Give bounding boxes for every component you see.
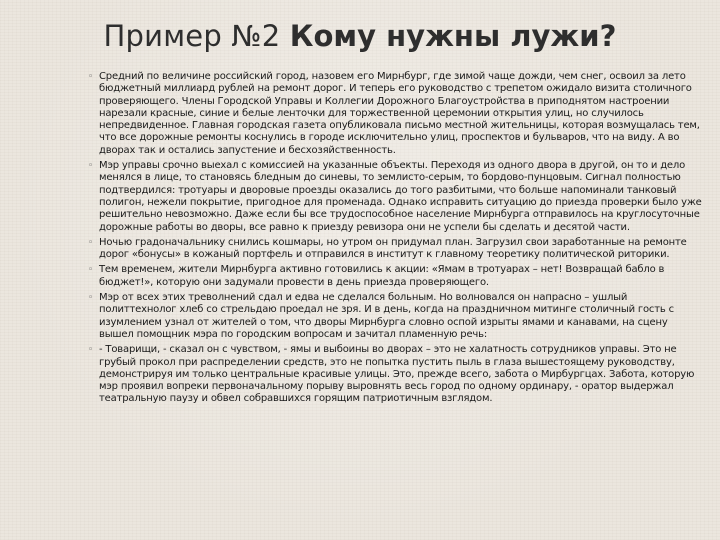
bullet-icon: ◦ xyxy=(88,265,94,276)
bullet-icon: ◦ xyxy=(88,345,94,356)
paragraph-text: - Товарищи, - сказал он с чувством, - ямы и выбоины во дворах – это не халатность сотрудников управы. Это не грубый прокол при распределении средств, это не попытка пустить пыль в глаза вышестоящему руководству, демонстрируя им только центральные красивые улицы. Это, прежде всего, забота о Мирбургцах. Забота, которую мэр проявил вопреки первоначальному порыву выровнять весь город по одному ординару, - оратор выдержал театральную паузу и обвел собравшихся горящим патриотичным взглядом. xyxy=(99,344,695,405)
paragraph-2 xyxy=(90,160,702,234)
title-question: Кому нужны лужи? xyxy=(289,19,617,53)
paragraph-3 xyxy=(90,237,702,262)
bullet-icon: ◦ xyxy=(88,161,94,172)
bullet-icon: ◦ xyxy=(88,72,94,82)
paragraph-6 xyxy=(90,344,702,405)
paragraph-5 xyxy=(90,292,702,341)
paragraph-text: Ночью градоначальнику снились кошмары, но утром он придумал план. Загрузил свои заработанные на ремонте дорог «бонусы» в кожаный портфель и отправился в институт к главному теоретику политической риторики. xyxy=(99,236,687,261)
paragraph-text: Тем временем, жители Мирнбурга активно готовились к акции: «Ямам в тротуарах – нет! Возвращай бабло в бюджет!», которую они задумали провести в день приезда проверяющего. xyxy=(99,264,665,288)
bullet-icon: ◦ xyxy=(88,293,94,304)
title-prefix: Пример №2 xyxy=(103,19,290,53)
body-text xyxy=(90,71,702,409)
paragraph-1 xyxy=(90,71,702,157)
slide-title xyxy=(0,10,720,62)
bullet-icon: ◦ xyxy=(88,237,94,248)
paragraph-4 xyxy=(90,264,702,289)
paragraph-text: Средний по величине российский город, назовем его Мирнбург, где зимой чаще дожди, чем снег, освоил за лето бюджетный миллиард рублей на ремонт дорог. И теперь его руководство с трепетом ожидало визита столичного проверяющего. Члены Городской Управы и Коллегии Дорожного Благоустройства в приподнятом настроении нарезали красные, синие и белые ленточки для торжественной церемонии открытия улиц, но случилось непредвиденное. Главная городская газета опубликовала письмо местной жительницы, которая возмущалась тем, что все дорожные ремонты коснулись в городе исключительно улиц, проспектов и бульваров, что на виду. А во дворах так и остались запустение и бесхозяйственность. xyxy=(99,71,700,156)
paragraph-text: Мэр от всех этих треволнений сдал и едва не сделался больным. Но волновался он напрасно – ушлый политтехнолог хлеб со стрельдаю проедал не зря. И в день, когда на праздничном митинге столичный гость с изумлением узнал от жителей о том, что дворы Мирнбурга словно оспой изрыты ямами и канавами, на сцену вышел помощник мэра по городским вопросам и зачитал пламенную речь: xyxy=(99,292,674,340)
paragraph-text: Мэр управы срочно выехал с комиссией на указанные объекты. Переходя из одного двора в другой, он то и дело менялся в лице, то становясь бледным до синевы, то землисто-серым, то бордово-пунцовым. Сигнал полностью подтвердился: тротуары и дворовые проезды оказались до того разбитыми, что больше напоминали танковый полигон, нежели покрытие, пригодное для променада. Однако исправить ситуацию до приезда проверки было уже решительно невозможно. Даже если бы все трудоспособное население Мирнбурга отправилось на круглосуточные дорожные работы во дворы, все равно к приезду ревизора они не успели бы сделать и десятой части. xyxy=(99,160,702,233)
